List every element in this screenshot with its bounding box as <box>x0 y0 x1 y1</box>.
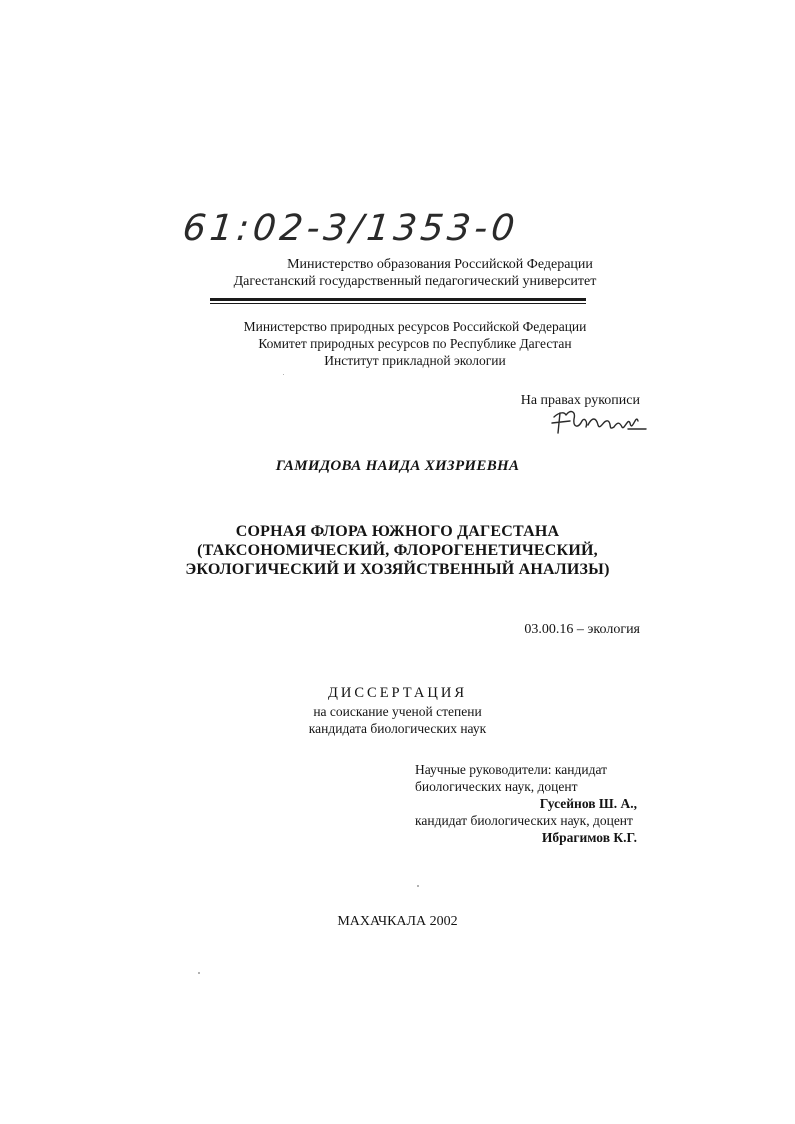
city-year: МАХАЧКАЛА 2002 <box>337 914 458 929</box>
title-line-3: ЭКОЛОГИЧЕСКИЙ И ХОЗЯЙСТВЕННЫЙ АНАЛИЗЫ) <box>185 561 610 578</box>
degree-line-1: на соискание ученой степени <box>313 704 482 719</box>
supervisors-block <box>415 761 637 846</box>
institutions-block <box>195 318 635 369</box>
supervisor-1-title: биологических наук, доцент <box>415 779 578 794</box>
supervisor-2-title: кандидат биологических наук, доцент <box>415 813 633 828</box>
signature-image <box>548 403 648 443</box>
scan-speck <box>283 374 284 375</box>
scan-speck <box>417 885 419 887</box>
university-line: Дагестанский государственный педагогический университет <box>233 274 597 289</box>
ministry-natural-resources-line: Министерство природных ресурсов Российской Федерации <box>243 319 587 334</box>
archive-code-handwritten: 61:02-3/1353-0 <box>180 208 521 249</box>
title-line-2: (ТАКСОНОМИЧЕСКИЙ, ФЛОРОГЕНЕТИЧЕСКИЙ, <box>197 542 598 559</box>
manuscript-rights-label: На правах рукописи <box>520 393 640 408</box>
scan-speck <box>198 972 200 974</box>
institute-line: Институт прикладной экологии <box>324 353 506 368</box>
degree-block <box>0 703 795 737</box>
dissertation-title <box>0 522 795 579</box>
ministry-education-line: Министерство образования Российской Федерации <box>287 257 593 272</box>
supervisors-heading: Научные руководители: кандидат <box>415 762 607 777</box>
header-block <box>200 256 630 290</box>
author-name: ГАМИДОВА НАИДА ХИЗРИЕВНА <box>275 458 520 474</box>
title-line-1: СОРНАЯ ФЛОРА ЮЖНОГО ДАГЕСТАНА <box>235 523 560 540</box>
degree-line-2: кандидата биологических наук <box>308 721 487 736</box>
specialty-code: 03.00.16 – экология <box>524 622 640 637</box>
supervisor-1-name: Гусейнов Ш. А., <box>539 796 637 811</box>
header-rule-thick <box>210 298 586 301</box>
supervisor-2-name: Ибрагимов К.Г. <box>541 830 637 845</box>
header-rule-thin <box>210 303 586 304</box>
document-type: ДИССЕРТАЦИЯ <box>327 685 468 701</box>
committee-line: Комитет природных ресурсов по Республике Дагестан <box>258 336 572 351</box>
